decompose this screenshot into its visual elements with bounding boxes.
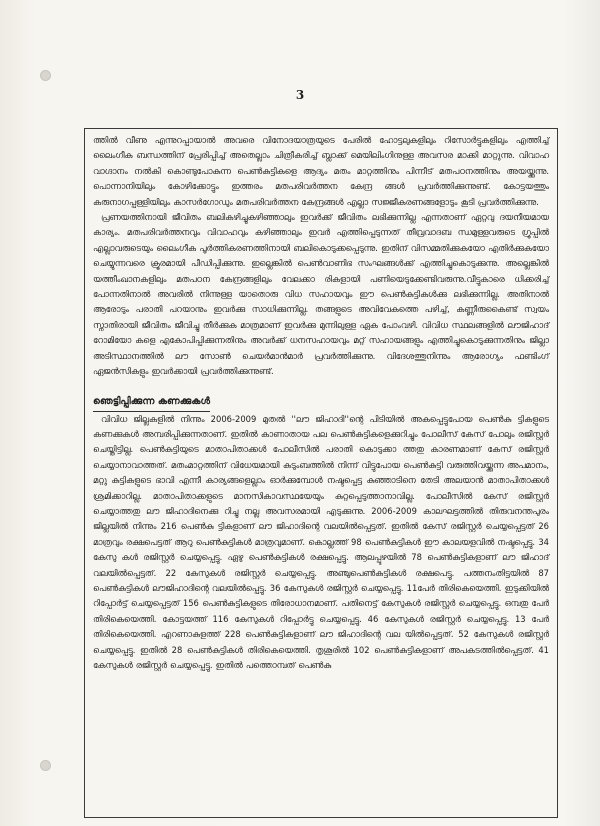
paragraph-love-life: പ്രണയത്തിനായി ജീവിതം ബലികഴിച്ചുകഴിഞ്ഞാലും ഇവർക്ക് ജീവിതം ലഭിക്കുന്നില്ല എന്നതാണ് ഏറ്റവു ദയനീയമായ കാര്യം. മതപരിവർത്തനവും വിവാഹവും കഴിഞ്ഞാലും ഇവർ എത്തിപ്പെടുന്നത് തീവ്രവാദബ ന്ധമുള്ളവരുടെ ഗ്രൂപ്പിൽ എല്ലാവരുടെയും ലൈംഗീക പൂർത്തികരണത്തിനായി ബലികൊടുക്കപ്പെടുന്നു. ഇതിന് വിസമ്മതിക്കുകയോ എതിർക്കുകയോ ചെയ്യുന്നവരെ ക്രൂരമായി പീഡിപ്പിക്കുന്നു. ഇല്ലെങ്കിൽ പെൺവാണിഭ സംഘങ്ങൾക്ക് എത്തിച്ചുകൊടുക്കുന്നു. അല്ലെങ്കിൽ യത്തീംഖാനകളിലും മതപഠന കേന്ദ്രങ്ങളിലും വേലക്കാ രികളായി പണിയെടുക്കേണ്ടിവരുന്നു.വീട്ടുകാരെ ധിക്കരിച്ച് പോന്നതിനാൽ അവരിൽ നിന്നുള്ള യാതൊരു വിധ സഹായവും ഈ പെൺകുട്ടികൾക്കു ലഭിക്കുന്നില്ല. അതിനാൽ ആരോടും പരാതി പറയാനും ഇവർക്കു സാധിക്കുന്നില്ല. തങ്ങളുടെ അവിവേകത്തെ പഴിച്ച്, കണ്ണീരുകൈണ്ട് സ്വയം സ്നാതിരായി ജീവിതം ജീവിച്ചു തീർക്കുക മാത്രമാണ് ഇവർക്കു മുന്നിലുള്ള ഏക പോംവഴി. വിവിധ സ്ഥലങ്ങളിൽ ലൗജിഹാദ് റോമിയോ കളെ എകോപിപ്പിക്കുന്നതിനും അവർക്ക് ധനസഹായവും മറ്റ് സഹായങ്ങളും എത്തിച്ചുകൊടുക്കുന്നതിനും ജില്ലാ അടിസ്ഥാനത്തിൽ ലൗ സോൺ ചെയർമാൻമാർ പ്രവർത്തിക്കുന്നു. വിദേശത്തുനിന്നും ആരോഗ്യം ഫണ്ടിംഗ് ഏജൻസികളും ഇവർക്കായി പ്രവർത്തിക്കുന്നുണ്ട്. [93,212,549,377]
page-number: 3 [295,88,305,102]
punch-hole [40,760,51,771]
paragraph-statistics: വിവിധ ജില്ലകളിൽ നിന്നും 2006-2009 മുതൽ ''ലൗ ജിഹാദി''ന്റെ പിടിയിൽ അകപ്പെട്ടുപോയ പെൺകു ട്ടികളുടെ കണക്കുകൾ അമ്പരിപ്പിക്കുന്നതാണ്. ഇതിൽ കാണാതായ പല പെൺകുട്ടികളെക്കുറിച്ചും പോലീസ് കേസ് പോലും രജിസ്റ്റർ ചെയ്തിട്ടില്ല. പെൺകുട്ടിയുടെ മാതാപിതാക്കൾ പോലീസിൽ പരാതി കൊടുക്കാ ത്തതു കാരണമാണ് കേസ് രജിസ്റ്റർ ചെയ്യാനാവാത്തത്. മതംമാറ്റത്തിന് വിധേയമായി കുടുംബത്തിൽ നിന്ന് വിട്ടുപോയ പെൺകുട്ടി വരുത്തിവയ്ക്കുന്ന അപമാനം, മറ്റു കുട്ടികളുടെ ഭാവി എന്നീ കാര്യങ്ങളെല്ലാം ഓർക്കുമ്പോൾ നഷ്ടപ്പെട്ട കുഞ്ഞാടിനെ തേടി അലയാൻ മാതാപിതാക്കൾ ശ്രമിക്കാറില്ല. മാതാപിതാക്കളുടെ മാനസികാവസ്ഥയേയും കുറ്റപ്പെടുത്താനാവില്ല. പോലീസിൽ കേസ് രജിസ്റ്റർ ചെയ്യാത്തതു ലൗ ജിഹാദിനെക്കു റിച്ചു നല്ല അവസരമായി എടുക്കുന്നു. 2006-2009 കാലഘട്ടത്തിൽ തിരുവനന്തപുരം ജില്ലയിൽ നിന്നും 216 പെൺകു ട്ടികളാണ് ലൗ ജിഹാദിന്റെ വലയിൽപ്പെട്ടത്. ഇതിൽ കേസ് രജിസ്റ്റർ ചെയ്യപ്പെട്ടത് 26 മാത്രവും രക്ഷപെട്ടത് ആറു പെൺകുട്ടികൾ മാത്രവുമാണ്. കൊല്ലത്ത് 98 പെൺകുട്ടികൾ ഈ കാലയളവിൽ നഷ്ടപ്പെട്ടു. 34 കേസു കൾ രജിസ്റ്റർ ചെയ്യപ്പെട്ടു. ഏഴു പെൺകുട്ടികൾ രക്ഷപ്പെട്ടു. ആലപ്പുഴയിൽ 78 പെൺകുട്ടികളാണ് ലൗ ജിഹാദ് വലയിൽപ്പെട്ടത്. 22 കേസുകൾ രജിസ്റ്റർ ചെയ്യപ്പെട്ടു. അഞ്ചുപെൺകുട്ടികൾ രക്ഷപെട്ടു. പത്തനംതിട്ടയിൽ 87 പെൺകുട്ടികൾ ലൗജിഹാദിന്റെ വലയിൽപ്പെട്ടു. 36 കേസുകൾ രജിസ്റ്റർ ചെയ്യപ്പെട്ടു. 11പേർ തിരികെയെത്തി. ഇടുക്കിയിൽ റിപ്പോർട്ട് ചെയ്യപ്പെട്ടത് 156 പെൺകുട്ടികളുടെ തിരോധാനമാണ്. പതിനെട്ട് കേസുകൾ രജിസ്റ്റർ ചെയ്യപ്പെട്ടു. ഒമ്പതു പേർ തിരികെയെത്തി. കോട്ടയത്ത് 116 കേസുകൾ റിപ്പോർട്ടു ചെയ്യപ്പെട്ടു. 46 കേസുകൾ രജിസ്റ്റർ ചെയ്യപ്പെട്ടു. 13 പേർ തിരികെയെത്തി. എറണാകുളത്ത് 228 പെൺകുട്ടികളാണ് ലൗ ജിഹാദിന്റെ വല യിൽപ്പെട്ടത്. 52 കേസുകൾ രജിസ്റ്റർ ചെയ്യപ്പെട്ടു. ഇതിൽ 28 പെൺകുട്ടികൾ തിരികെയെത്തി. തൃശൂരിൽ 102 പെൺകുട്ടികളാണ് അപകടത്തിൽപ്പെട്ടത്. 41 കേസുകൾ രജിസ്റ്റർ ചെയ്യപ്പെട്ടു. ഇതിൽ പത്തൊമ്പത് പെൺകു [93,413,549,670]
text-frame [84,128,558,818]
punch-hole [40,70,51,81]
section-heading-wrap [93,380,549,412]
section-heading: ഞെട്ടിപ്പിക്കുന്ന കണക്കുകൾ [93,394,210,412]
paragraph-continuation: ത്തിൽ വീണു എന്നുറപ്പായാൽ അവരെ വിനോദയാത്രയുടെ പേരിൽ ഹോട്ടലുകളിലും റിസോർട്ടുകളിലും എത്തിച്ച് ലൈംഗീക ബന്ധത്തിന് പ്രേരിപ്പിച്ച് അതെല്ലാം ചിത്രീകരിച്ച് ബ്ലാക്ക് മെയിലിംഗിനുള്ള അവസര മാക്കി മാറ്റുന്നു. വിവാഹ വാഗ്ദാനം നൽകി കൊണ്ടുപോകുന്ന പെൺകുട്ടികളെ ആദ്യം മതം മാറ്റത്തിനും പിന്നീട് മതപഠനത്തിനും അയയ്ക്കുന്നു. പൊന്നാനിയിലും കോഴിക്കോട്ടും ഇത്തരം മതപരിവർത്തന കേന്ദ്ര ങ്ങൾ പ്രവർത്തിക്കുന്നുണ്ട്. കോട്ടയത്തും കരുനാഗപ്പള്ളിയിലും കാസർഗോഡും മതപരിവർത്തന കേന്ദ്രങ്ങൾ എല്ലാ സജ്ജീകരണങ്ങളോടും കൂടി പ്രവർത്തിക്കുന്നു. [93,135,549,207]
